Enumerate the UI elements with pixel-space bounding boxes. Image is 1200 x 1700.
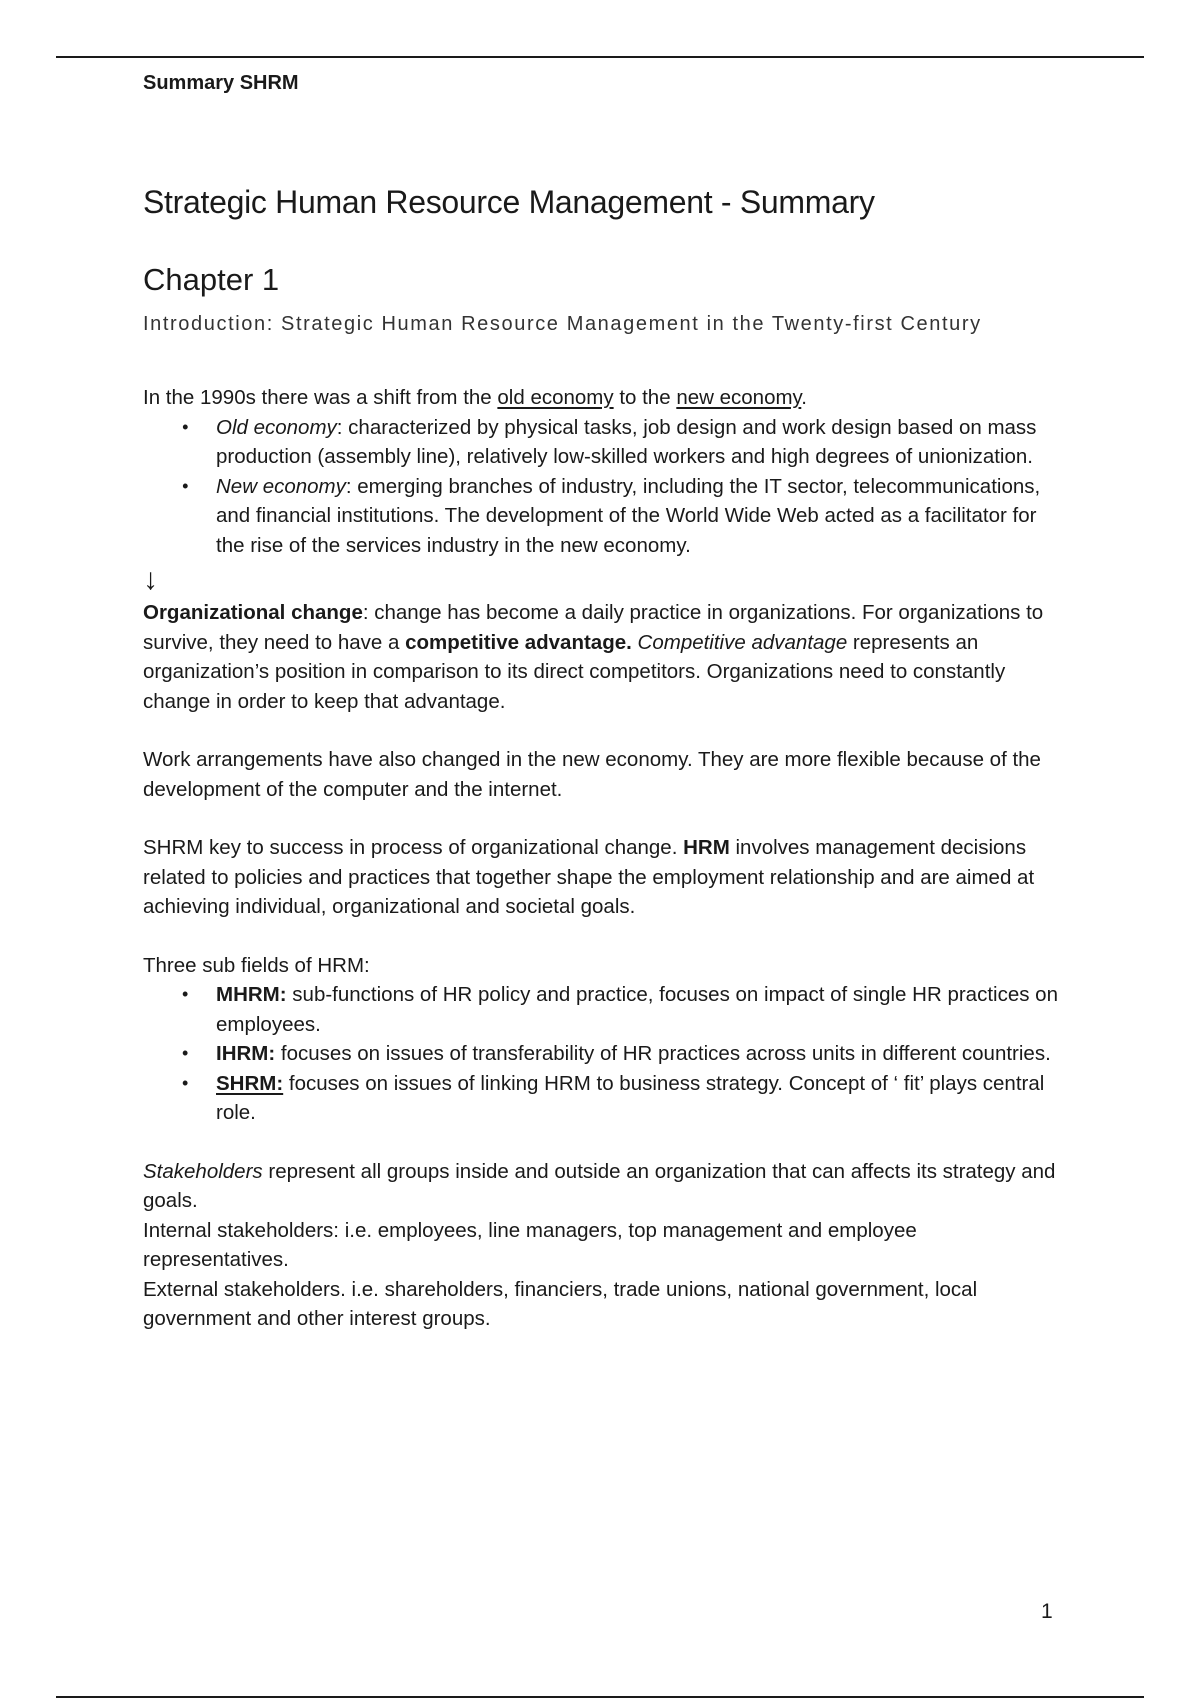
work-arrangements-paragraph: Work arrangements have also changed in the new economy. They are more flexible because of the development of the computer and the internet. [143,748,1041,801]
old-economy-term: old economy [497,386,614,409]
list-item: • Old economy: characterized by physical tasks, job design and work design based on mass production (assembly line), relatively low-skilled workers and high degrees of unionization. [216,413,1063,472]
org-change-paragraph: Organizational change: change has become a daily practice in organizations. For organizations to survive, they need to have a competitive advantage. Competitive advantage represents an organization’s position in comparison to its direct competitors. Organizations need to constantly change in order to keep that advantage. [143,601,1044,713]
new-economy-term: new economy [676,386,802,409]
bullet-icon: • [182,475,189,496]
list-item: • IHRM: focuses on issues of transferability of HR practices across units in different countries. [216,1039,1063,1069]
internal-stakeholders: Internal stakeholders: i.e. employees, line managers, top management and employee representatives. [143,1218,917,1271]
chapter-title: Chapter 1 [143,262,280,297]
running-header: Summary SHRM [143,72,299,94]
intro-paragraph: In the 1990s there was a shift from the old economy to the new economy. [143,386,807,409]
bullet-icon: • [182,1043,189,1063]
shrm-key-paragraph: SHRM key to success in process of organizational change. HRM involves management decisions related to policies and practices that together shape the employment relationship and are aimed at achieving individual, organizational and societal goals. [143,836,1035,918]
bullet-icon: • [182,416,189,437]
bullet-icon: • [182,984,189,1004]
page-number: 1 [1041,1600,1053,1623]
external-stakeholders: External stakeholders. i.e. shareholders, financiers, trade unions, national government, local government and other interest groups. [143,1277,978,1330]
list-item: • SHRM: focuses on issues of linking HRM to business strategy. Concept of ‘ fit’ plays central role. [216,1069,1063,1128]
list-item: • New economy: emerging branches of industry, including the IT sector, telecommunications, and financial institutions. The development of the World Wide Web acted as a facilitator for the rise of the services industry in the new economy. [216,472,1063,561]
economy-list [143,413,1063,561]
bullet-icon: • [182,1072,189,1093]
header-rule [56,56,1144,58]
arrow-down-icon: ↓ [143,563,158,596]
page-content [143,180,1063,1334]
list-item: • MHRM: sub-functions of HR policy and practice, focuses on impact of single HR practices on employees. [216,980,1063,1039]
footer-rule [56,1696,1144,1698]
subfields-list [143,980,1063,1128]
chapter-subtitle: Introduction: Strategic Human Resource Management in the Twenty-first Century [143,313,982,335]
stakeholders-paragraph: Stakeholders represent all groups inside and outside an organization that can affects its strategy and goals. [143,1159,1056,1212]
subfields-intro: Three sub fields of HRM: [143,953,370,977]
document-title: Strategic Human Resource Management - Summary [143,184,875,220]
